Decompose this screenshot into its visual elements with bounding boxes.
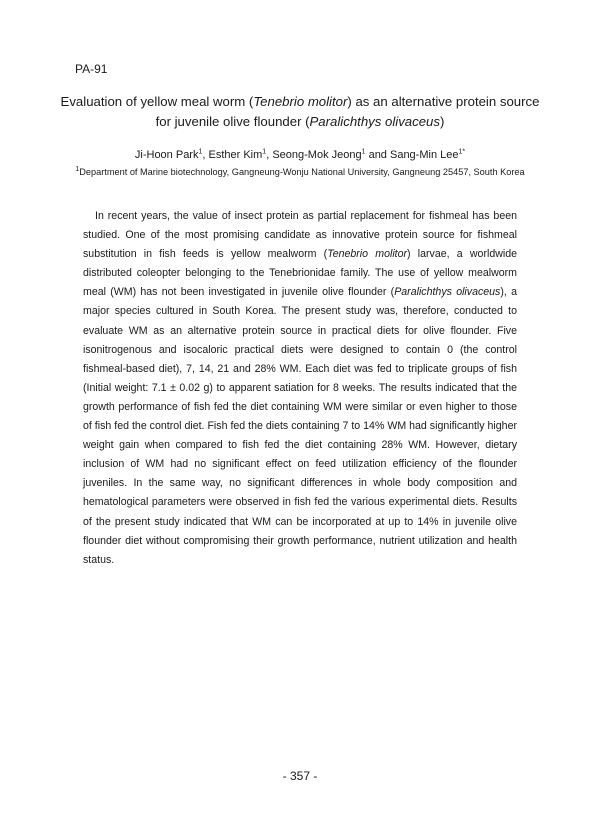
author-separator: and <box>365 149 390 161</box>
paper-title <box>60 92 540 132</box>
abstract-body <box>83 207 517 570</box>
author-name: Esther Kim <box>208 149 263 161</box>
title-part: ) as an alternative protein source for juvenile olive flounder ( <box>155 94 540 129</box>
affiliation-text: Department of Marine biotechnology, Gangneung-Wonju National University, Gangneung 25457, South Korea <box>79 167 525 177</box>
author-separator: , <box>266 149 273 161</box>
author-name: Sang-Min Lee <box>389 149 459 161</box>
author-separator: , <box>202 149 209 161</box>
abstract-species: Tenebrio molitor <box>327 248 408 261</box>
author-sup: 1 <box>262 148 267 156</box>
affiliation <box>70 166 530 178</box>
page-number: - 357 - <box>282 769 318 783</box>
affiliation-sup: 1 <box>75 165 80 173</box>
title-species: Tenebrio molitor <box>253 94 348 109</box>
title-species: Paralichthys olivaceus <box>309 114 440 129</box>
author-sup: 1 <box>198 148 203 156</box>
author-name: Ji-Hoon Park <box>134 149 199 161</box>
abstract-text: In recent years, the value of insect protein as partial replacement for fishmeal has been studied. One of the most promising candidate as innovative protein source for fishmeal substitution in fish feeds is yellow mealworm ( <box>83 210 517 261</box>
abstract-code: PA-91 <box>75 62 108 76</box>
author-sup: 1 <box>361 148 366 156</box>
title-part: Evaluation of yellow meal worm ( <box>60 94 254 109</box>
author-list <box>60 148 540 162</box>
abstract-text: ), a major species cultured in South Korea. The present study was, therefore, conducted to evaluate WM as an alternative protein source in practical diets for olive flounder. Five isonitrogenous and isocaloric practical diets were designed to contain 0 (the control fishmeal-based diet), 7, 14, 21 and 28% WM. Each diet was fed to triplicate groups of fish (Initial weight: 7.1 ± 0.02 g) to apparent satiation for 8 weeks. The results indicated that the growth performance of fish fed the diet containing WM were similar or even higher to those of fish fed the control diet. Fish fed the diets containing 7 to 14% WM had significantly higher weight gain when compared to fish fed the diet containing 28% WM. However, dietary inclusion of WM had no significant effect on feed utilization efficiency of the flounder juveniles. In the same way, no significant differences in whole body composition and hematological parameters were observed in fish fed the various experimental diets. Results of the present study indicated that WM can be incorporated at up to 14% in juvenile olive flounder diet without compromising their growth performance, nutrient utilization and health status. <box>83 286 517 566</box>
author-sup: 1* <box>458 148 466 156</box>
author-name: Seong-Mok Jeong <box>272 149 362 161</box>
abstract-text: ) larvae, a worldwide distributed coleopter belonging to the Tenebrionidae family. The use of yellow mealworm meal (WM) has not been investigated in juvenile olive flounder ( <box>83 248 518 299</box>
title-part: ) <box>440 114 445 129</box>
abstract-species: Paralichthys olivaceus <box>394 286 501 299</box>
